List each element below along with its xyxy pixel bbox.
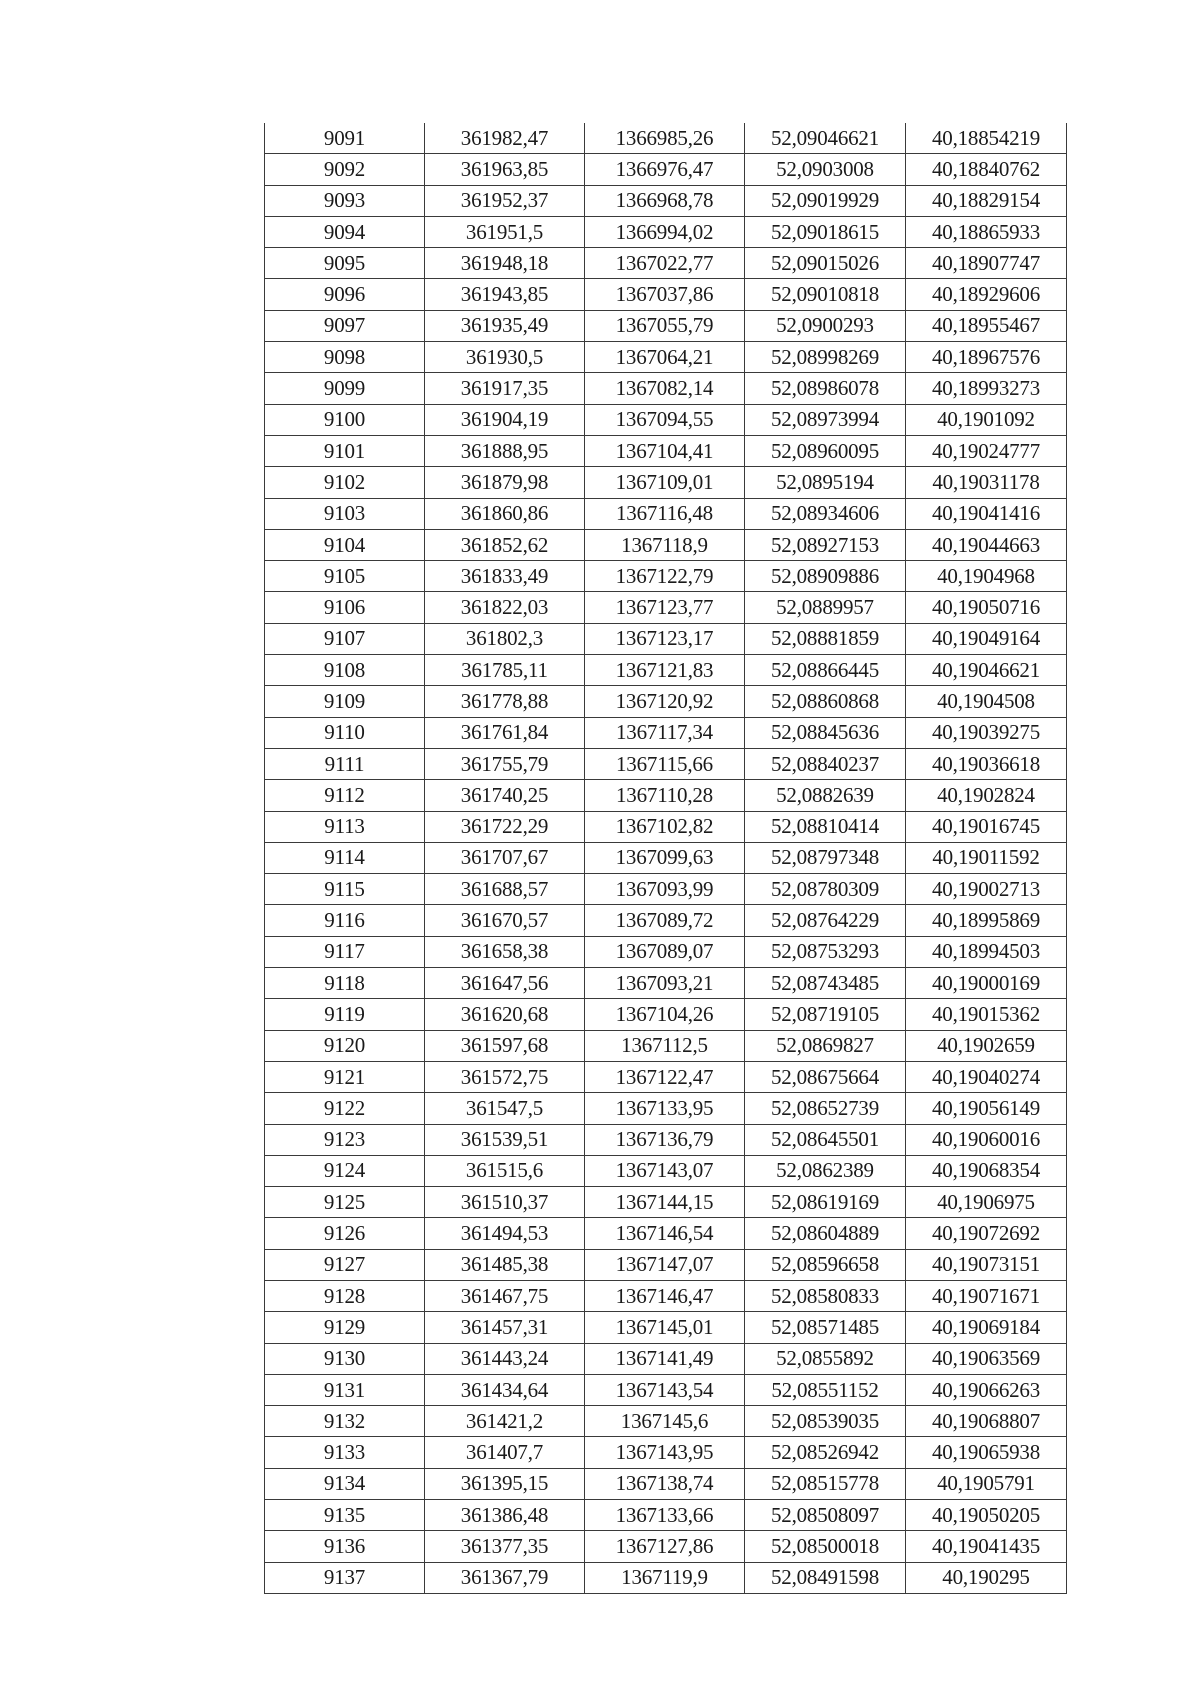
y-coordinate-cell: 1367082,14	[585, 373, 745, 404]
y-coordinate-cell: 1366994,02	[585, 216, 745, 247]
longitude-cell: 40,19040274	[906, 1061, 1067, 1092]
y-coordinate-cell: 1367022,77	[585, 248, 745, 279]
y-coordinate-cell: 1367117,34	[585, 717, 745, 748]
x-coordinate-cell: 361688,57	[425, 874, 585, 905]
table-row	[265, 1061, 1067, 1092]
table-row	[265, 874, 1067, 905]
latitude-cell: 52,08539035	[745, 1406, 906, 1437]
longitude-cell: 40,1901092	[906, 404, 1067, 435]
latitude-cell: 52,0882639	[745, 780, 906, 811]
x-coordinate-cell: 361515,6	[425, 1155, 585, 1186]
point-number-cell: 9124	[265, 1155, 425, 1186]
point-number-cell: 9136	[265, 1531, 425, 1562]
point-number-cell: 9116	[265, 905, 425, 936]
point-number-cell: 9137	[265, 1562, 425, 1593]
longitude-cell: 40,19031178	[906, 467, 1067, 498]
point-number-cell: 9100	[265, 404, 425, 435]
y-coordinate-cell: 1367093,21	[585, 968, 745, 999]
table-row	[265, 1500, 1067, 1531]
table-row	[265, 1343, 1067, 1374]
y-coordinate-cell: 1367127,86	[585, 1531, 745, 1562]
point-number-cell: 9119	[265, 999, 425, 1030]
table-row	[265, 1312, 1067, 1343]
table-row	[265, 154, 1067, 185]
y-coordinate-cell: 1367146,54	[585, 1218, 745, 1249]
latitude-cell: 52,08604889	[745, 1218, 906, 1249]
x-coordinate-cell: 361930,5	[425, 342, 585, 373]
y-coordinate-cell: 1367133,66	[585, 1500, 745, 1531]
latitude-cell: 52,09046621	[745, 123, 906, 154]
point-number-cell: 9128	[265, 1280, 425, 1311]
y-coordinate-cell: 1367147,07	[585, 1249, 745, 1280]
table-row	[265, 717, 1067, 748]
point-number-cell: 9092	[265, 154, 425, 185]
x-coordinate-cell: 361707,67	[425, 842, 585, 873]
latitude-cell: 52,08675664	[745, 1061, 906, 1092]
table-row	[265, 1468, 1067, 1499]
x-coordinate-cell: 361367,79	[425, 1562, 585, 1593]
latitude-cell: 52,08491598	[745, 1562, 906, 1593]
longitude-cell: 40,19024777	[906, 435, 1067, 466]
table-row	[265, 968, 1067, 999]
table-row	[265, 842, 1067, 873]
latitude-cell: 52,08797348	[745, 842, 906, 873]
x-coordinate-cell: 361395,15	[425, 1468, 585, 1499]
table-row	[265, 467, 1067, 498]
y-coordinate-cell: 1367143,54	[585, 1374, 745, 1405]
y-coordinate-cell: 1367136,79	[585, 1124, 745, 1155]
longitude-cell: 40,19050716	[906, 592, 1067, 623]
point-number-cell: 9109	[265, 686, 425, 717]
y-coordinate-cell: 1367143,07	[585, 1155, 745, 1186]
longitude-cell: 40,18994503	[906, 936, 1067, 967]
y-coordinate-cell: 1367093,99	[585, 874, 745, 905]
longitude-cell: 40,19046621	[906, 655, 1067, 686]
y-coordinate-cell: 1367123,77	[585, 592, 745, 623]
x-coordinate-cell: 361833,49	[425, 561, 585, 592]
latitude-cell: 52,08927153	[745, 529, 906, 560]
latitude-cell: 52,08860868	[745, 686, 906, 717]
longitude-cell: 40,18865933	[906, 216, 1067, 247]
longitude-cell: 40,18907747	[906, 248, 1067, 279]
point-number-cell: 9104	[265, 529, 425, 560]
point-number-cell: 9102	[265, 467, 425, 498]
x-coordinate-cell: 361778,88	[425, 686, 585, 717]
latitude-cell: 52,08526942	[745, 1437, 906, 1468]
latitude-cell: 52,08934606	[745, 498, 906, 529]
y-coordinate-cell: 1367112,5	[585, 1030, 745, 1061]
x-coordinate-cell: 361722,29	[425, 811, 585, 842]
table-row	[265, 936, 1067, 967]
table-row	[265, 1124, 1067, 1155]
point-number-cell: 9093	[265, 185, 425, 216]
y-coordinate-cell: 1367055,79	[585, 310, 745, 341]
point-number-cell: 9091	[265, 123, 425, 154]
table-row	[265, 1249, 1067, 1280]
latitude-cell: 52,08764229	[745, 905, 906, 936]
table-row	[265, 1030, 1067, 1061]
latitude-cell: 52,08500018	[745, 1531, 906, 1562]
point-number-cell: 9111	[265, 748, 425, 779]
table-row	[265, 342, 1067, 373]
longitude-cell: 40,19039275	[906, 717, 1067, 748]
point-number-cell: 9097	[265, 310, 425, 341]
latitude-cell: 52,08743485	[745, 968, 906, 999]
y-coordinate-cell: 1367037,86	[585, 279, 745, 310]
latitude-cell: 52,08619169	[745, 1187, 906, 1218]
latitude-cell: 52,08571485	[745, 1312, 906, 1343]
latitude-cell: 52,08515778	[745, 1468, 906, 1499]
point-number-cell: 9112	[265, 780, 425, 811]
longitude-cell: 40,19015362	[906, 999, 1067, 1030]
y-coordinate-cell: 1367118,9	[585, 529, 745, 560]
x-coordinate-cell: 361963,85	[425, 154, 585, 185]
point-number-cell: 9096	[265, 279, 425, 310]
x-coordinate-cell: 361785,11	[425, 655, 585, 686]
longitude-cell: 40,19049164	[906, 623, 1067, 654]
point-number-cell: 9106	[265, 592, 425, 623]
y-coordinate-cell: 1367141,49	[585, 1343, 745, 1374]
point-number-cell: 9127	[265, 1249, 425, 1280]
longitude-cell: 40,19060016	[906, 1124, 1067, 1155]
x-coordinate-cell: 361952,37	[425, 185, 585, 216]
table-row	[265, 905, 1067, 936]
latitude-cell: 52,08780309	[745, 874, 906, 905]
longitude-cell: 40,19056149	[906, 1093, 1067, 1124]
y-coordinate-cell: 1367099,63	[585, 842, 745, 873]
point-number-cell: 9105	[265, 561, 425, 592]
point-number-cell: 9115	[265, 874, 425, 905]
x-coordinate-cell: 361494,53	[425, 1218, 585, 1249]
point-number-cell: 9099	[265, 373, 425, 404]
point-number-cell: 9120	[265, 1030, 425, 1061]
table-row	[265, 1218, 1067, 1249]
latitude-cell: 52,0903008	[745, 154, 906, 185]
point-number-cell: 9098	[265, 342, 425, 373]
longitude-cell: 40,19073151	[906, 1249, 1067, 1280]
latitude-cell: 52,0900293	[745, 310, 906, 341]
longitude-cell: 40,18840762	[906, 154, 1067, 185]
x-coordinate-cell: 361386,48	[425, 1500, 585, 1531]
table-row	[265, 1187, 1067, 1218]
y-coordinate-cell: 1367122,47	[585, 1061, 745, 1092]
longitude-cell: 40,1904508	[906, 686, 1067, 717]
latitude-cell: 52,09019929	[745, 185, 906, 216]
y-coordinate-cell: 1367094,55	[585, 404, 745, 435]
longitude-cell: 40,190295	[906, 1562, 1067, 1593]
point-number-cell: 9095	[265, 248, 425, 279]
y-coordinate-cell: 1367120,92	[585, 686, 745, 717]
x-coordinate-cell: 361647,56	[425, 968, 585, 999]
longitude-cell: 40,18929606	[906, 279, 1067, 310]
x-coordinate-cell: 361951,5	[425, 216, 585, 247]
y-coordinate-cell: 1367115,66	[585, 748, 745, 779]
point-number-cell: 9126	[265, 1218, 425, 1249]
latitude-cell: 52,08866445	[745, 655, 906, 686]
x-coordinate-cell: 361822,03	[425, 592, 585, 623]
table-row	[265, 248, 1067, 279]
x-coordinate-cell: 361904,19	[425, 404, 585, 435]
longitude-cell: 40,1906975	[906, 1187, 1067, 1218]
x-coordinate-cell: 361510,37	[425, 1187, 585, 1218]
y-coordinate-cell: 1366976,47	[585, 154, 745, 185]
latitude-cell: 52,09018615	[745, 216, 906, 247]
table-row	[265, 373, 1067, 404]
y-coordinate-cell: 1366985,26	[585, 123, 745, 154]
longitude-cell: 40,19000169	[906, 968, 1067, 999]
y-coordinate-cell: 1367104,41	[585, 435, 745, 466]
point-number-cell: 9122	[265, 1093, 425, 1124]
y-coordinate-cell: 1367145,01	[585, 1312, 745, 1343]
table-row	[265, 999, 1067, 1030]
x-coordinate-cell: 361467,75	[425, 1280, 585, 1311]
y-coordinate-cell: 1367064,21	[585, 342, 745, 373]
longitude-cell: 40,19011592	[906, 842, 1067, 873]
longitude-cell: 40,18955467	[906, 310, 1067, 341]
y-coordinate-cell: 1367146,47	[585, 1280, 745, 1311]
longitude-cell: 40,1904968	[906, 561, 1067, 592]
table-row	[265, 1374, 1067, 1405]
longitude-cell: 40,19069184	[906, 1312, 1067, 1343]
latitude-cell: 52,08960095	[745, 435, 906, 466]
x-coordinate-cell: 361982,47	[425, 123, 585, 154]
table-row	[265, 1155, 1067, 1186]
y-coordinate-cell: 1366968,78	[585, 185, 745, 216]
x-coordinate-cell: 361761,84	[425, 717, 585, 748]
y-coordinate-cell: 1367145,6	[585, 1406, 745, 1437]
x-coordinate-cell: 361852,62	[425, 529, 585, 560]
y-coordinate-cell: 1367109,01	[585, 467, 745, 498]
table-row	[265, 623, 1067, 654]
latitude-cell: 52,08998269	[745, 342, 906, 373]
table-row	[265, 811, 1067, 842]
latitude-cell: 52,08645501	[745, 1124, 906, 1155]
table-row	[265, 1562, 1067, 1593]
point-number-cell: 9135	[265, 1500, 425, 1531]
x-coordinate-cell: 361421,2	[425, 1406, 585, 1437]
x-coordinate-cell: 361740,25	[425, 780, 585, 811]
y-coordinate-cell: 1367143,95	[585, 1437, 745, 1468]
y-coordinate-cell: 1367123,17	[585, 623, 745, 654]
longitude-cell: 40,18993273	[906, 373, 1067, 404]
longitude-cell: 40,19068354	[906, 1155, 1067, 1186]
longitude-cell: 40,19044663	[906, 529, 1067, 560]
latitude-cell: 52,08881859	[745, 623, 906, 654]
y-coordinate-cell: 1367089,07	[585, 936, 745, 967]
table-row	[265, 592, 1067, 623]
x-coordinate-cell: 361572,75	[425, 1061, 585, 1092]
x-coordinate-cell: 361485,38	[425, 1249, 585, 1280]
table-row	[265, 279, 1067, 310]
y-coordinate-cell: 1367110,28	[585, 780, 745, 811]
point-number-cell: 9121	[265, 1061, 425, 1092]
point-number-cell: 9113	[265, 811, 425, 842]
x-coordinate-cell: 361943,85	[425, 279, 585, 310]
latitude-cell: 52,08810414	[745, 811, 906, 842]
longitude-cell: 40,19065938	[906, 1437, 1067, 1468]
table-row	[265, 1437, 1067, 1468]
x-coordinate-cell: 361620,68	[425, 999, 585, 1030]
table-row	[265, 686, 1067, 717]
y-coordinate-cell: 1367089,72	[585, 905, 745, 936]
table-row	[265, 1531, 1067, 1562]
table-row	[265, 561, 1067, 592]
x-coordinate-cell: 361457,31	[425, 1312, 585, 1343]
x-coordinate-cell: 361755,79	[425, 748, 585, 779]
latitude-cell: 52,08551152	[745, 1374, 906, 1405]
x-coordinate-cell: 361597,68	[425, 1030, 585, 1061]
y-coordinate-cell: 1367119,9	[585, 1562, 745, 1593]
table-row	[265, 1093, 1067, 1124]
latitude-cell: 52,08508097	[745, 1500, 906, 1531]
x-coordinate-cell: 361935,49	[425, 310, 585, 341]
longitude-cell: 40,19066263	[906, 1374, 1067, 1405]
table-row	[265, 185, 1067, 216]
y-coordinate-cell: 1367133,95	[585, 1093, 745, 1124]
y-coordinate-cell: 1367144,15	[585, 1187, 745, 1218]
longitude-cell: 40,18967576	[906, 342, 1067, 373]
y-coordinate-cell: 1367116,48	[585, 498, 745, 529]
point-number-cell: 9132	[265, 1406, 425, 1437]
latitude-cell: 52,08596658	[745, 1249, 906, 1280]
x-coordinate-cell: 361407,7	[425, 1437, 585, 1468]
longitude-cell: 40,1902824	[906, 780, 1067, 811]
longitude-cell: 40,19016745	[906, 811, 1067, 842]
table-row	[265, 404, 1067, 435]
latitude-cell: 52,08973994	[745, 404, 906, 435]
point-number-cell: 9133	[265, 1437, 425, 1468]
point-number-cell: 9129	[265, 1312, 425, 1343]
y-coordinate-cell: 1367121,83	[585, 655, 745, 686]
point-number-cell: 9094	[265, 216, 425, 247]
point-number-cell: 9114	[265, 842, 425, 873]
x-coordinate-cell: 361917,35	[425, 373, 585, 404]
longitude-cell: 40,18854219	[906, 123, 1067, 154]
latitude-cell: 52,08909886	[745, 561, 906, 592]
longitude-cell: 40,1905791	[906, 1468, 1067, 1499]
x-coordinate-cell: 361802,3	[425, 623, 585, 654]
longitude-cell: 40,19036618	[906, 748, 1067, 779]
latitude-cell: 52,08580833	[745, 1280, 906, 1311]
table-row	[265, 1406, 1067, 1437]
longitude-cell: 40,19041435	[906, 1531, 1067, 1562]
point-number-cell: 9131	[265, 1374, 425, 1405]
x-coordinate-cell: 361879,98	[425, 467, 585, 498]
y-coordinate-cell: 1367102,82	[585, 811, 745, 842]
point-number-cell: 9110	[265, 717, 425, 748]
longitude-cell: 40,19068807	[906, 1406, 1067, 1437]
table-row	[265, 435, 1067, 466]
longitude-cell: 40,1902659	[906, 1030, 1067, 1061]
table-row	[265, 123, 1067, 154]
longitude-cell: 40,19071671	[906, 1280, 1067, 1311]
latitude-cell: 52,09010818	[745, 279, 906, 310]
point-number-cell: 9118	[265, 968, 425, 999]
x-coordinate-cell: 361860,86	[425, 498, 585, 529]
longitude-cell: 40,19002713	[906, 874, 1067, 905]
x-coordinate-cell: 361888,95	[425, 435, 585, 466]
latitude-cell: 52,0889957	[745, 592, 906, 623]
longitude-cell: 40,18829154	[906, 185, 1067, 216]
x-coordinate-cell: 361539,51	[425, 1124, 585, 1155]
table-row	[265, 748, 1067, 779]
y-coordinate-cell: 1367122,79	[585, 561, 745, 592]
latitude-cell: 52,08845636	[745, 717, 906, 748]
table-row	[265, 655, 1067, 686]
point-number-cell: 9101	[265, 435, 425, 466]
longitude-cell: 40,19041416	[906, 498, 1067, 529]
coordinates-table	[264, 123, 1067, 1594]
latitude-cell: 52,0869827	[745, 1030, 906, 1061]
x-coordinate-cell: 361658,38	[425, 936, 585, 967]
latitude-cell: 52,08840237	[745, 748, 906, 779]
y-coordinate-cell: 1367138,74	[585, 1468, 745, 1499]
x-coordinate-cell: 361377,35	[425, 1531, 585, 1562]
table-row	[265, 216, 1067, 247]
point-number-cell: 9103	[265, 498, 425, 529]
coordinates-table-body	[265, 123, 1067, 1593]
latitude-cell: 52,0862389	[745, 1155, 906, 1186]
x-coordinate-cell: 361670,57	[425, 905, 585, 936]
latitude-cell: 52,08986078	[745, 373, 906, 404]
latitude-cell: 52,0895194	[745, 467, 906, 498]
x-coordinate-cell: 361434,64	[425, 1374, 585, 1405]
table-row	[265, 780, 1067, 811]
latitude-cell: 52,0855892	[745, 1343, 906, 1374]
latitude-cell: 52,08719105	[745, 999, 906, 1030]
y-coordinate-cell: 1367104,26	[585, 999, 745, 1030]
point-number-cell: 9123	[265, 1124, 425, 1155]
point-number-cell: 9125	[265, 1187, 425, 1218]
table-row	[265, 310, 1067, 341]
longitude-cell: 40,19063569	[906, 1343, 1067, 1374]
x-coordinate-cell: 361948,18	[425, 248, 585, 279]
point-number-cell: 9108	[265, 655, 425, 686]
point-number-cell: 9107	[265, 623, 425, 654]
longitude-cell: 40,18995869	[906, 905, 1067, 936]
x-coordinate-cell: 361443,24	[425, 1343, 585, 1374]
x-coordinate-cell: 361547,5	[425, 1093, 585, 1124]
point-number-cell: 9130	[265, 1343, 425, 1374]
longitude-cell: 40,19072692	[906, 1218, 1067, 1249]
latitude-cell: 52,09015026	[745, 248, 906, 279]
table-row	[265, 529, 1067, 560]
longitude-cell: 40,19050205	[906, 1500, 1067, 1531]
table-row	[265, 498, 1067, 529]
table-row	[265, 1280, 1067, 1311]
latitude-cell: 52,08652739	[745, 1093, 906, 1124]
point-number-cell: 9134	[265, 1468, 425, 1499]
point-number-cell: 9117	[265, 936, 425, 967]
latitude-cell: 52,08753293	[745, 936, 906, 967]
